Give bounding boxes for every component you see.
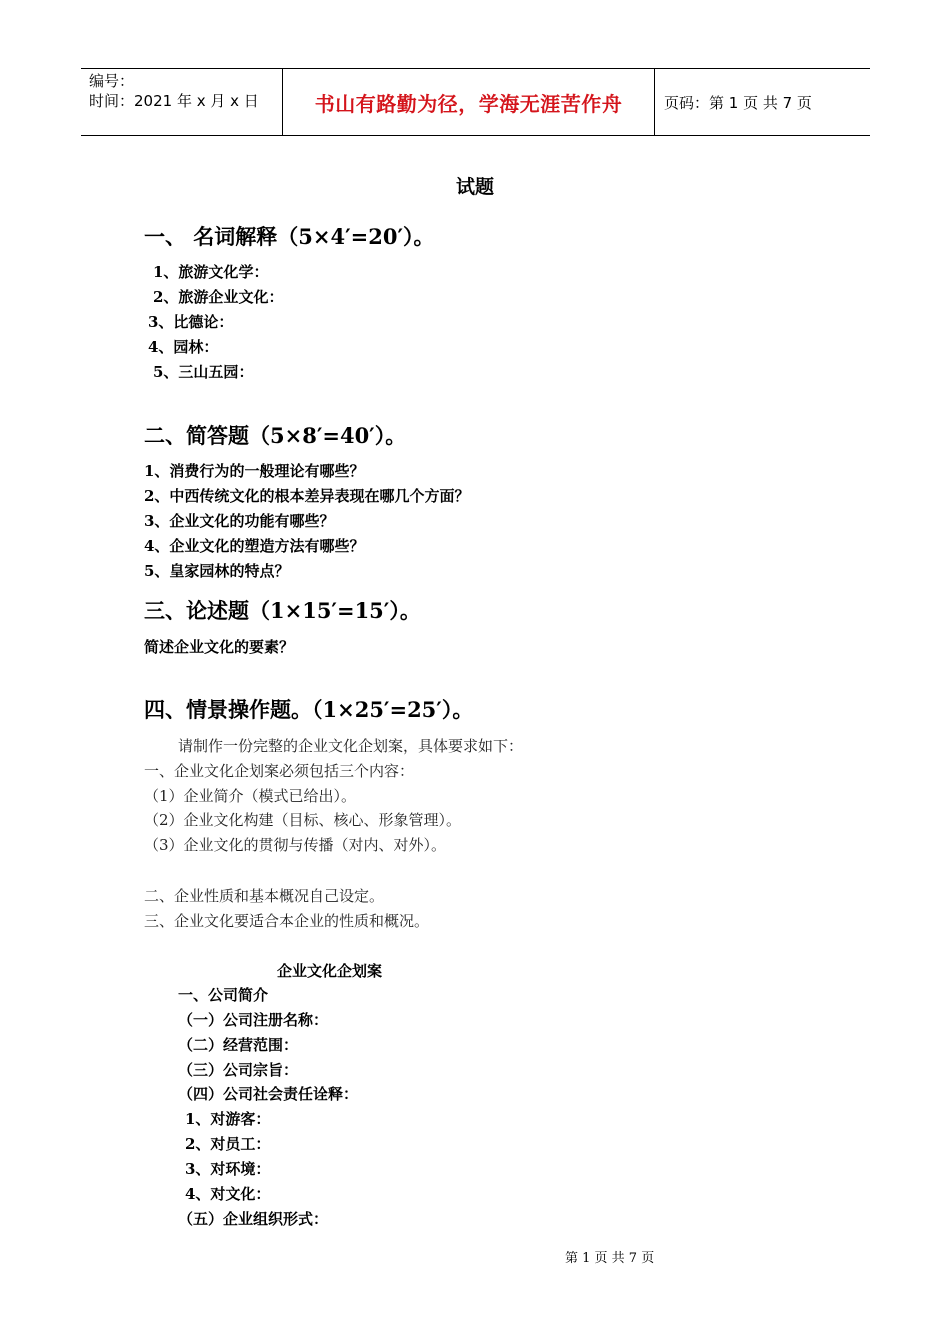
section4-intro: 请制作一份完整的企业文化企划案，具体要求如下： [178, 737, 524, 755]
section3-question: 简述企业文化的要素？ [144, 638, 295, 656]
section1-item: 4、园林： [148, 338, 219, 356]
section1-item: 1、旅游文化学： [153, 263, 269, 281]
section3-heading: 三、论述题（1×15′=15′）。 [144, 598, 421, 623]
motto: 书山有路勤为径，学海无涯苦作舟 [282, 69, 655, 135]
page-title: 试题 [455, 176, 494, 198]
time-label: 时间：2021 年 x 月 x 日 [89, 92, 259, 110]
plan-line: 2、对员工： [185, 1135, 271, 1153]
section1-item: 3、比德论： [148, 313, 234, 331]
plan-line: （一）公司注册名称： [178, 1011, 329, 1029]
section4-requirement: （1）企业简介（模式已给出）。 [144, 787, 357, 805]
plan-line: 4、对文化： [185, 1185, 271, 1203]
plan-line: （二）经营范围： [178, 1036, 299, 1054]
plan-line: 3、对环境： [185, 1160, 271, 1178]
plan-title: 企业文化企划案 [277, 962, 383, 980]
page-footer: 第 1 页 共 7 页 [565, 1251, 655, 1266]
number-label: 编号： [89, 72, 135, 90]
section2-item: 3、企业文化的功能有哪些？ [144, 512, 335, 530]
section4-requirement: （3）企业文化的贯彻与传播（对内、对外）。 [144, 836, 447, 854]
header-left-cell [81, 69, 282, 135]
section1-heading: 一、 名词解释（5×4′=20′）。 [144, 224, 435, 249]
plan-line: （五）企业组织形式： [178, 1210, 329, 1228]
section4-requirement: 三、企业文化要适合本企业的性质和概况。 [144, 912, 430, 930]
page-info: 页码：第 1 页 共 7 页 [664, 93, 812, 112]
section4-requirement: 二、企业性质和基本概况自己设定。 [144, 887, 385, 905]
section1-item: 2、旅游企业文化： [153, 288, 284, 306]
plan-line: 1、对游客： [185, 1110, 271, 1128]
plan-line: 一、公司简介 [178, 986, 269, 1004]
section4-requirement: （2）企业文化构建（目标、核心、形象管理）。 [144, 811, 462, 829]
section4-requirement: 一、企业文化企划案必须包括三个内容： [144, 762, 415, 780]
header-table [81, 68, 870, 136]
section2-item: 2、中西传统文化的根本差异表现在哪几个方面？ [144, 487, 470, 505]
section4-heading: 四、情景操作题。（1×25′=25′）。 [144, 697, 474, 722]
plan-line: （四）公司社会责任诠释： [178, 1085, 359, 1103]
section2-item: 1、消费行为的一般理论有哪些？ [144, 462, 365, 480]
plan-line: （三）公司宗旨： [178, 1061, 299, 1079]
section2-heading: 二、简答题（5×8′=40′）。 [144, 423, 407, 448]
section2-item: 4、企业文化的塑造方法有哪些？ [144, 537, 365, 555]
section2-item: 5、皇家园林的特点？ [144, 562, 290, 580]
section1-item: 5、三山五园： [153, 363, 254, 381]
